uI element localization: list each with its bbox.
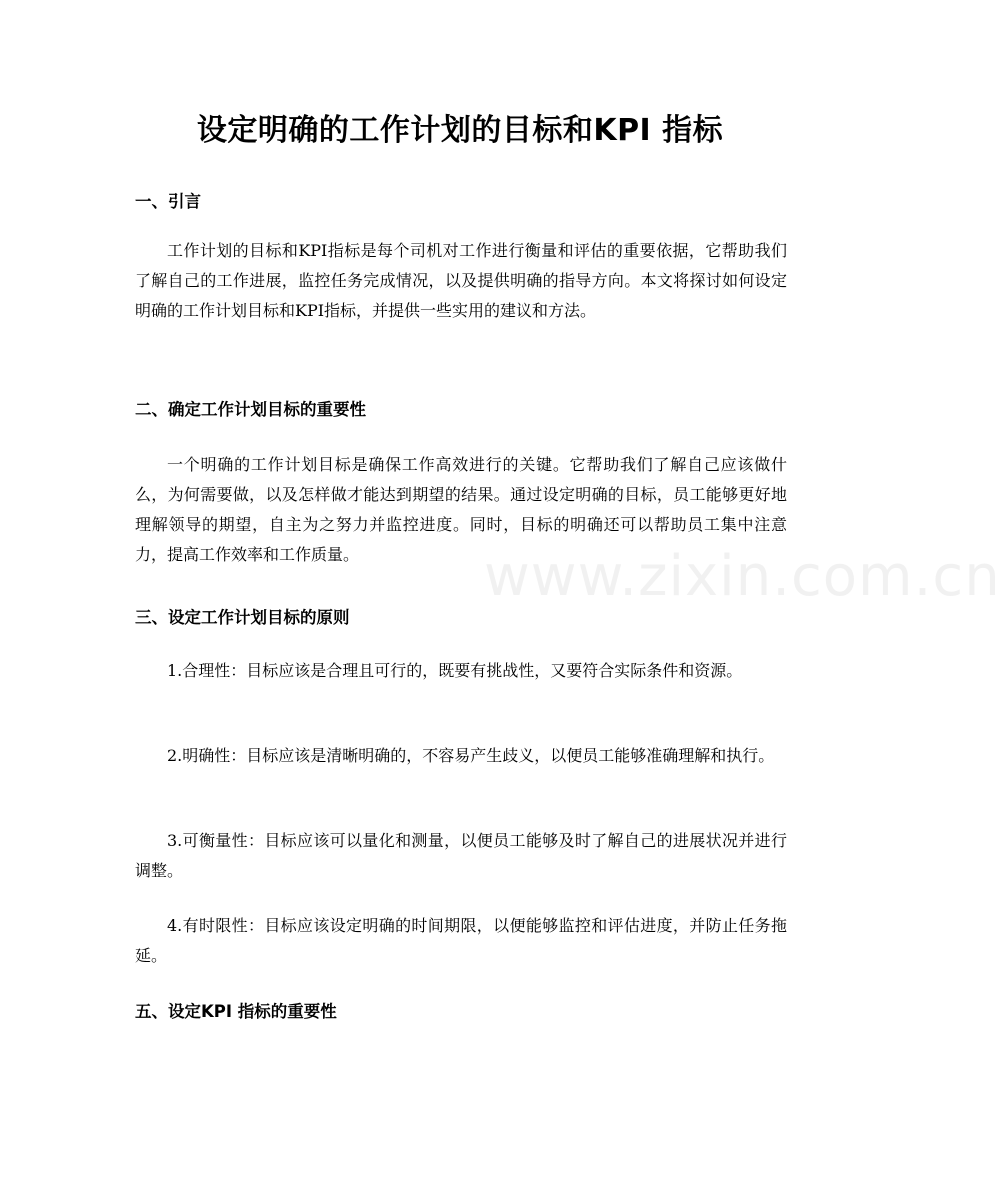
section-heading-introduction: 一、引言 xyxy=(135,192,201,211)
principle-item-measurable: 3.可衡量性：目标应该可以量化和测量，以便员工能够及时了解自己的进展状况并进行调整。 xyxy=(135,831,787,880)
principle-item-timebound: 4.有时限性：目标应该设定明确的时间期限，以便能够监控和评估进度，并防止任务拖延。 xyxy=(135,916,787,965)
section-heading-kpi-importance: 五、设定KPI 指标的重要性 xyxy=(135,1002,337,1021)
paragraph-importance: 一个明确的工作计划目标是确保工作高效进行的关键。它帮助我们了解自己应该做什么，为何需要做，以及怎样做才能达到期望的结果。通过设定明确的目标，员工能够更好地理解领导的期望，自主为之努力并监控进度。同时，目标的明确还可以帮助员工集中注意力，提高工作效率和工作质量。 xyxy=(135,455,787,564)
section-heading-importance: 二、确定工作计划目标的重要性 xyxy=(135,400,366,419)
watermark: www.zixin.com.cn xyxy=(484,544,1001,609)
section-heading-principles: 三、设定工作计划目标的原则 xyxy=(135,608,350,627)
principle-item-reasonable: 1.合理性：目标应该是合理且可行的，既要有挑战性，又要符合实际条件和资源。 xyxy=(167,661,743,680)
principle-item-clarity: 2.明确性：目标应该是清晰明确的，不容易产生歧义，以便员工能够准确理解和执行。 xyxy=(167,746,775,765)
document-title: 设定明确的工作计划的目标和KPI 指标 xyxy=(196,113,724,148)
paragraph-introduction: 工作计划的目标和KPI指标是每个司机对工作进行衡量和评估的重要依据，它帮助我们了解自己的工作进展，监控任务完成情况，以及提供明确的指导方向。本文将探讨如何设定明确的工作计划目标和KPI指标，并提供一些实用的建议和方法。 xyxy=(135,241,787,320)
